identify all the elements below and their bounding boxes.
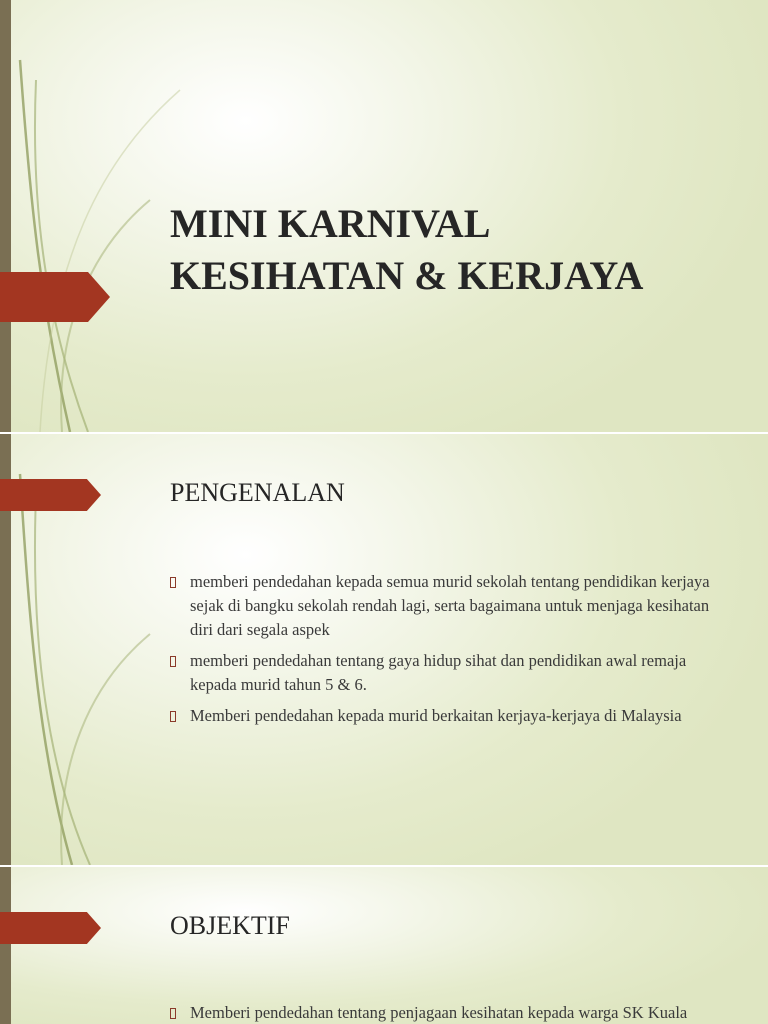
list-item — [170, 570, 730, 642]
side-strip — [0, 0, 11, 432]
bullet-icon — [170, 1008, 176, 1019]
bullet-icon — [170, 656, 176, 667]
objective-slide — [0, 867, 768, 1024]
bullet-list — [170, 1001, 730, 1024]
section-heading: PENGENALAN — [170, 478, 345, 507]
bullet-list — [170, 570, 730, 735]
introduction-slide — [0, 434, 768, 865]
title-line-2: KESIHATAN & KERJAYA — [170, 253, 644, 298]
bullet-icon — [170, 711, 176, 722]
bullet-icon — [170, 577, 176, 588]
section-heading: OBJEKTIF — [170, 911, 290, 940]
bullet-text: Memberi pendedahan tentang penjagaan kesihatan kepada warga SK Kuala — [190, 1003, 688, 1022]
title-slide — [0, 0, 768, 432]
list-item — [170, 649, 730, 697]
bullet-text: Memberi pendedahan kepada murid berkaitan kerjaya-kerjaya di Malaysia — [190, 706, 682, 725]
bullet-text: memberi pendedahan tentang gaya hidup sihat dan pendidikan awal remaja kepada murid tahun 5 & 6. — [190, 651, 687, 694]
accent-arrow-tab — [0, 912, 101, 944]
list-item — [170, 1001, 730, 1024]
title-line-1: MINI KARNIVAL — [170, 201, 491, 246]
list-item — [170, 704, 730, 728]
bullet-text: memberi pendedahan kepada semua murid sekolah tentang pendidikan kerjaya sejak di bangku sekolah rendah lagi, serta bagaimana untuk menjaga kesihatan diri dari segala aspek — [190, 572, 710, 639]
accent-arrow-tab — [0, 479, 101, 511]
side-strip — [0, 867, 11, 1024]
accent-arrow-tab — [0, 272, 110, 322]
slide-title — [170, 198, 750, 302]
